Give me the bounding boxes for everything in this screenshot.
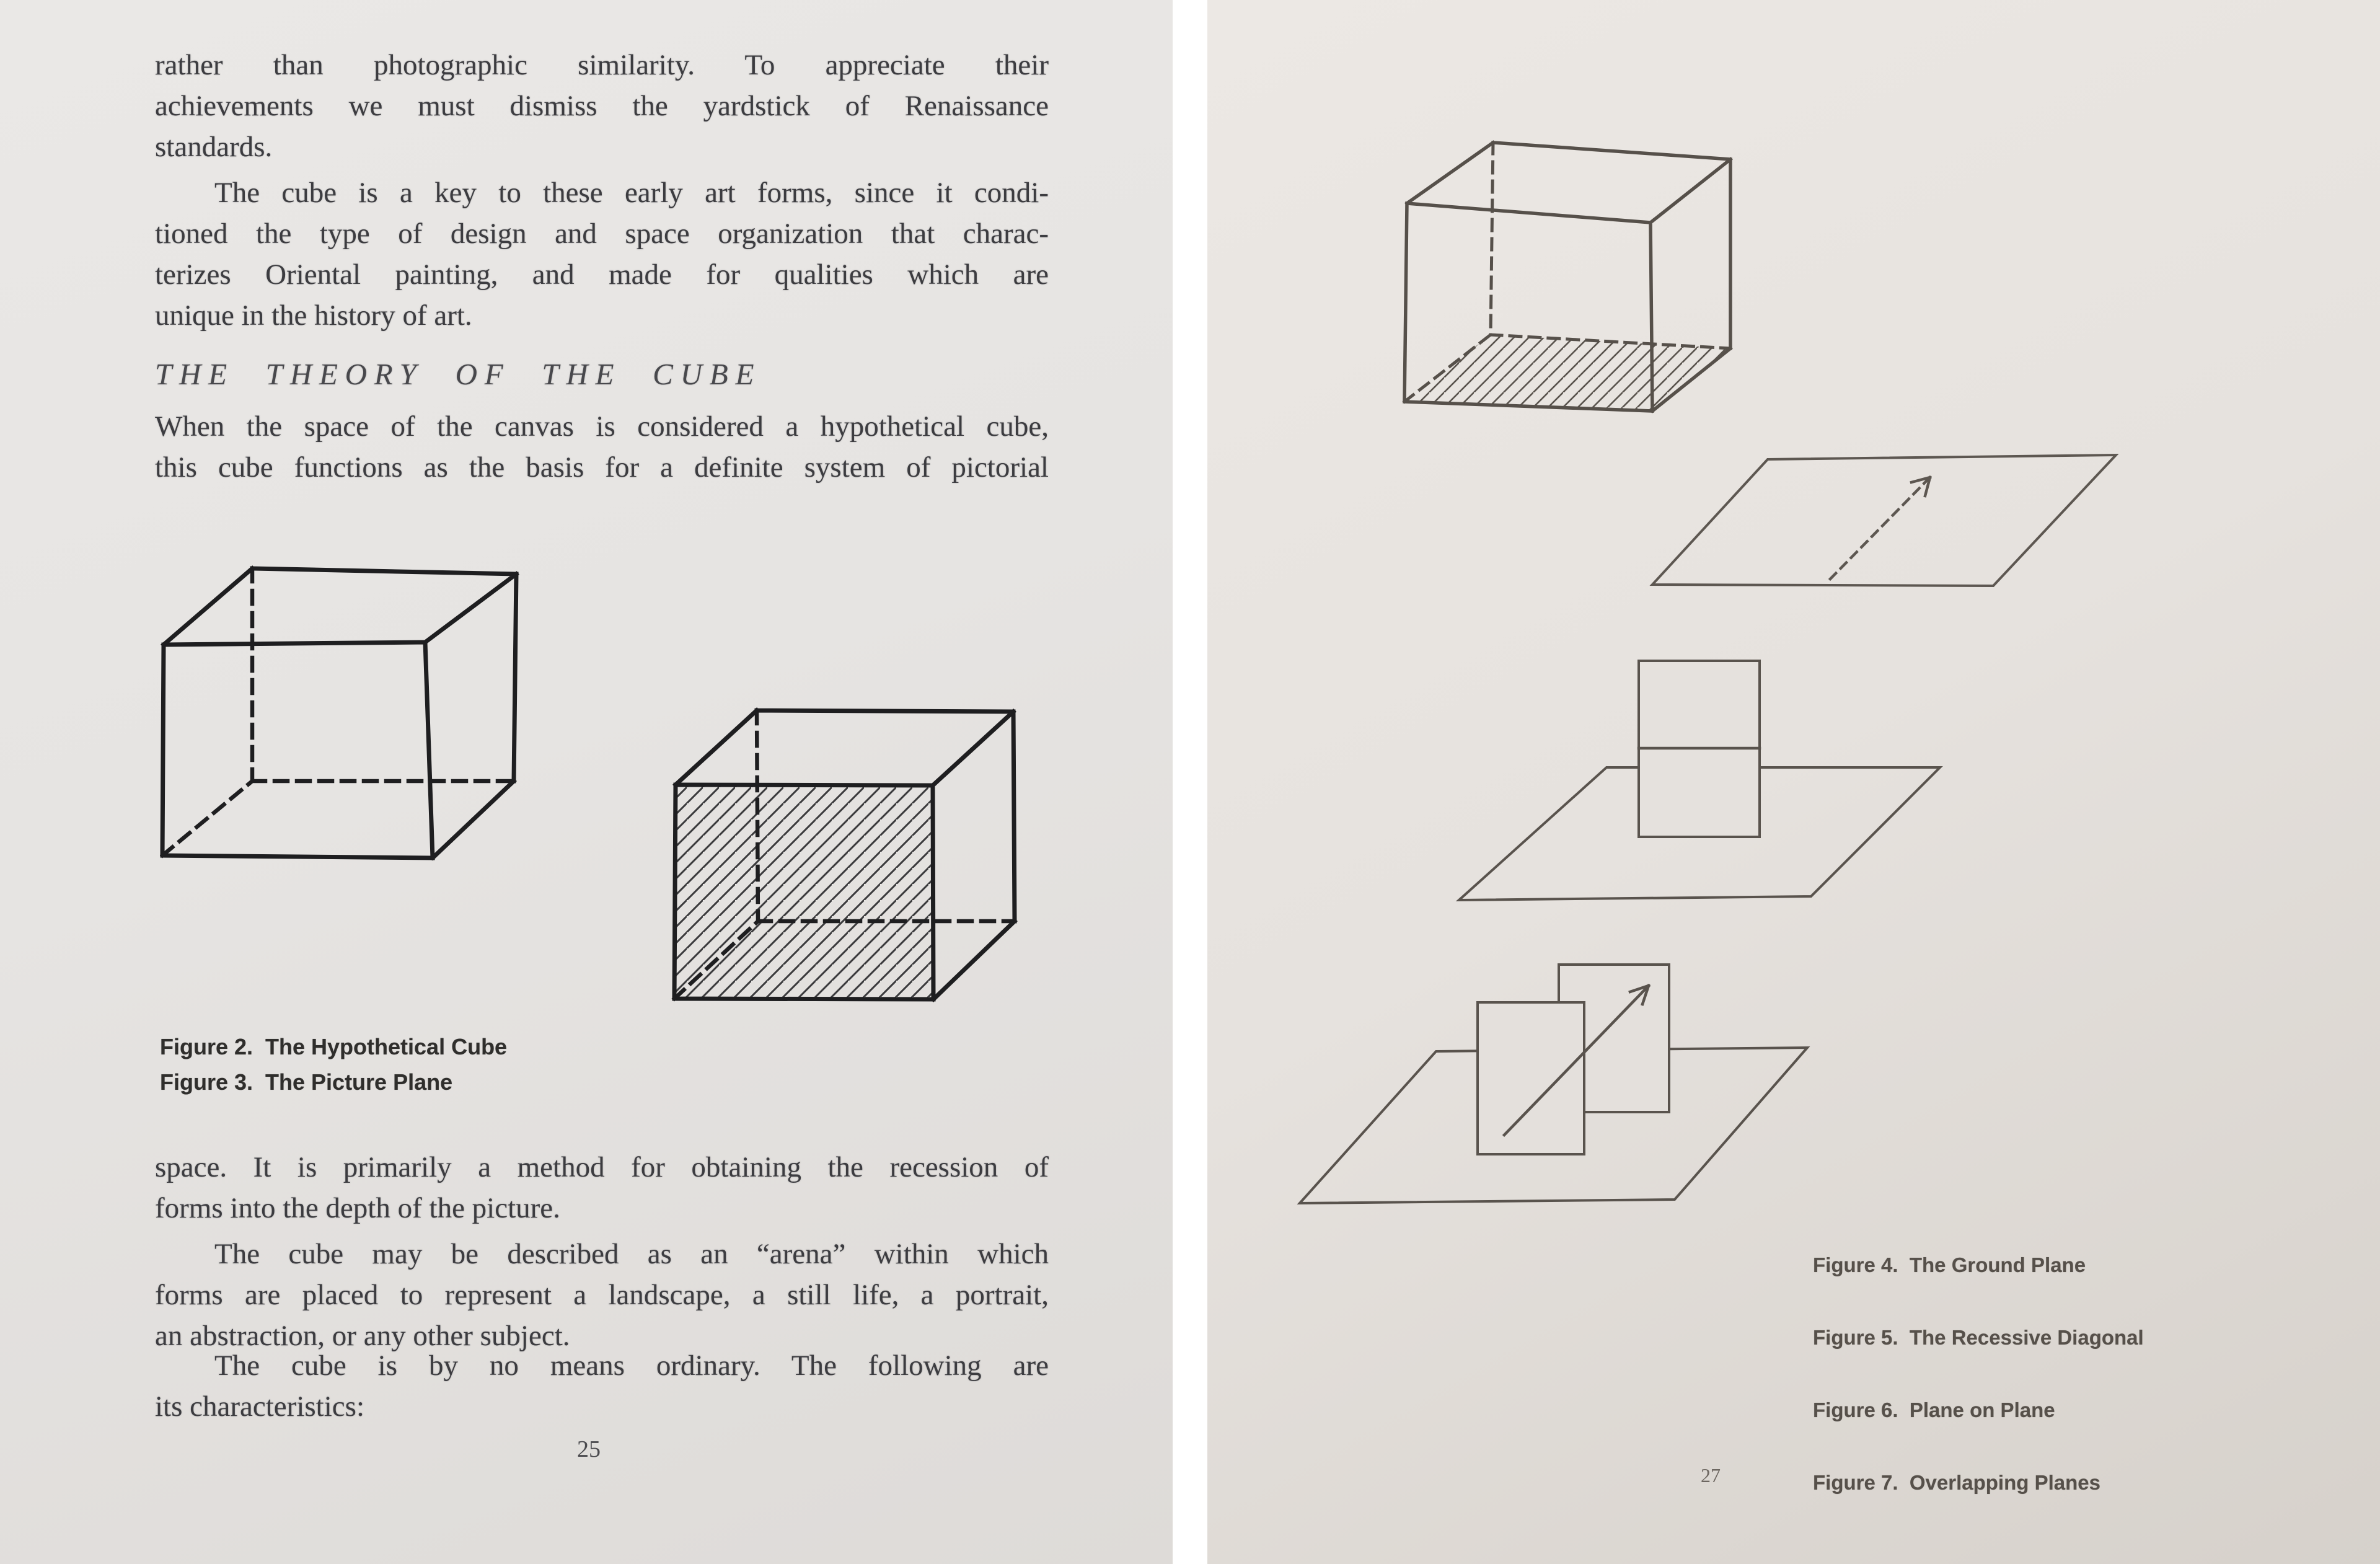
- figure-3-picture-plane-drawing: [671, 707, 1018, 1004]
- figure-caption-list: [160, 1034, 507, 1105]
- figure-caption: Figure 7. Overlapping Planes: [1813, 1471, 2100, 1494]
- figure-2-hypothetical-cube-drawing: [160, 560, 519, 860]
- text-line: achievements we must dismiss the yardstick of Renaissance: [155, 90, 1049, 122]
- text-line: The cube is by no means ordinary. The following are: [214, 1350, 1049, 1382]
- text-line: its characteristics:: [155, 1390, 364, 1423]
- paragraph: [155, 1345, 1049, 1427]
- page-gutter: [1173, 0, 1207, 1564]
- text-line: forms into the depth of the picture.: [155, 1192, 560, 1224]
- paragraph: [155, 1234, 1049, 1356]
- figure-caption-list: [1813, 1253, 2144, 1544]
- figure-caption: Figure 2. The Hypothetical Cube: [160, 1034, 508, 1059]
- paragraph: [155, 172, 1049, 336]
- paragraph: [155, 406, 1049, 488]
- page-number: 25: [577, 1436, 601, 1462]
- text-line: unique in the history of art.: [155, 299, 472, 332]
- text-line: forms are placed to represent a landscape, a still life, a portrait,: [155, 1279, 1049, 1311]
- figure-caption: Figure 5. The Recessive Diagonal: [1813, 1326, 2144, 1349]
- text-line: The cube may be described as an “arena” within which: [214, 1238, 1049, 1270]
- text-line: tioned the type of design and space organization that charac-: [155, 218, 1049, 250]
- figure-caption: Figure 6. Plane on Plane: [1813, 1398, 2055, 1421]
- text-line: The cube is a key to these early art forms, since it condi-: [214, 177, 1049, 209]
- figure-4-ground-plane-drawing: [1399, 139, 1737, 418]
- text-line: this cube functions as the basis for a definite system of pictorial: [155, 451, 1049, 484]
- text-line: rather than photographic similarity. To appreciate their: [155, 49, 1049, 81]
- left-page: [0, 0, 1173, 1564]
- text-line: an abstraction, or any other subject.: [155, 1320, 570, 1352]
- paragraph: [155, 1147, 1049, 1229]
- text-line: standards.: [155, 131, 273, 163]
- text-line: space. It is primarily a method for obtaining the recession of: [155, 1151, 1049, 1183]
- paragraph: [155, 45, 1049, 167]
- text-line: When the space of the canvas is considered a hypothetical cube,: [155, 410, 1049, 443]
- page-number: 27: [1701, 1464, 1721, 1487]
- figure-caption: Figure 3. The Picture Plane: [160, 1069, 453, 1095]
- figure-6-plane-on-plane-drawing: [1455, 655, 1945, 903]
- figure-caption: Figure 4. The Ground Plane: [1813, 1253, 2086, 1276]
- figure-7-overlapping-planes-drawing: [1294, 958, 1827, 1206]
- figure-5-recessive-diagonal-drawing: [1649, 451, 2132, 594]
- text-line: terizes Oriental painting, and made for qualities which are: [155, 258, 1049, 291]
- section-heading: THE THEORY OF THE CUBE: [155, 357, 762, 391]
